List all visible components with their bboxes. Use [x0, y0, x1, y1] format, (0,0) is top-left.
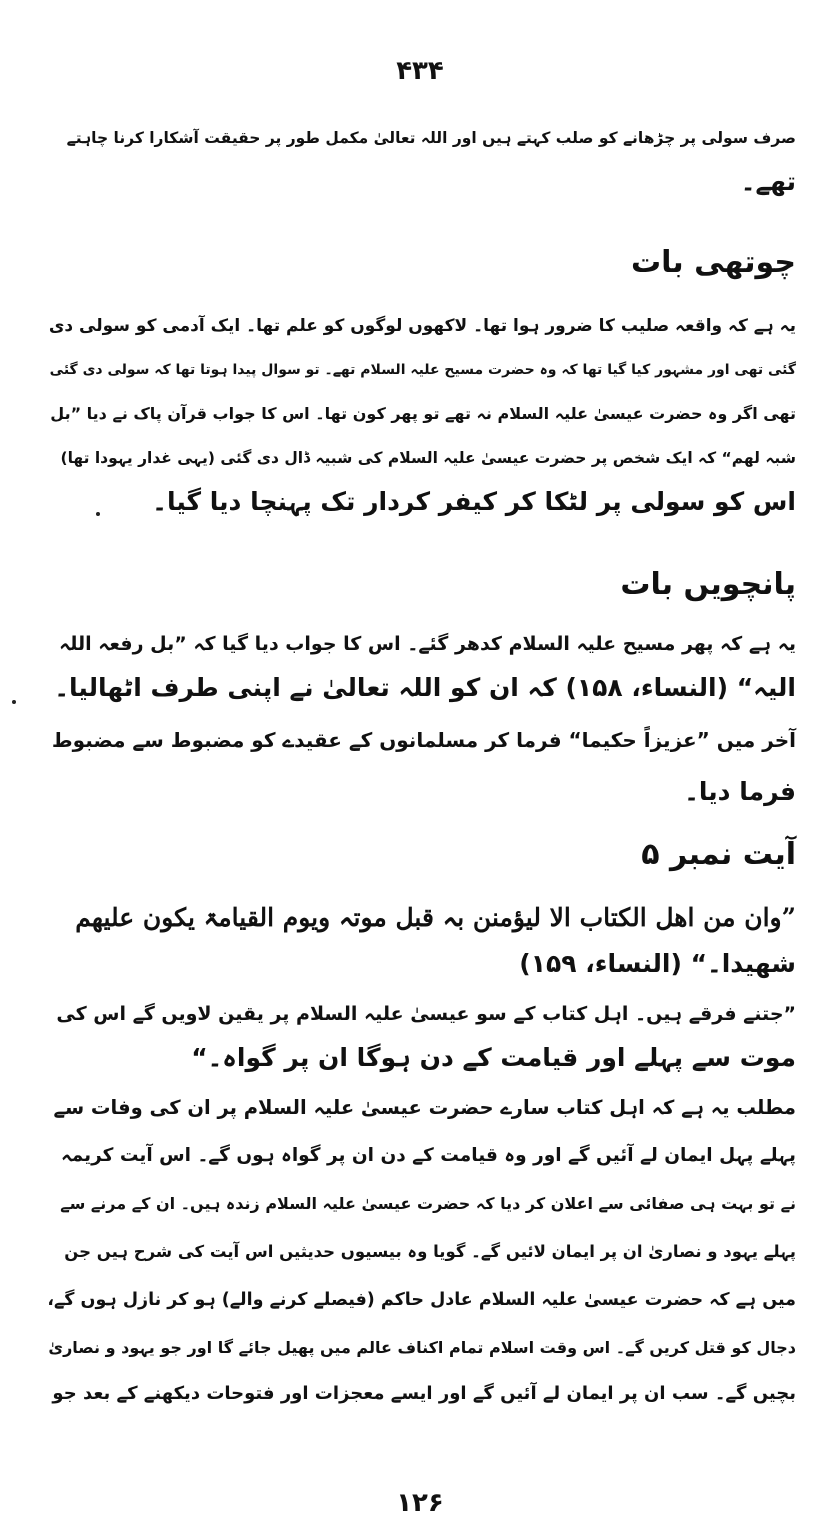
section4-line-3: تھی اگر وہ حضرت عیسیٰ علیہ السلام نہ تھے تو پھر کون تھا۔ اس کا جواب قرآن پاک نے دیا ”بل [50, 404, 796, 423]
ayat5-explanation-line-1: مطلب یہ ہے کہ اہل کتاب سارے حضرت عیسیٰ علیہ السلام پر ان کی وفات سے [53, 1096, 796, 1119]
section5-heading: پانچویں بات [620, 567, 796, 602]
ayat5-translation-line-2: موت سے پہلے اور قیامت کے دن ہوگا ان پر گواہ۔“ [191, 1043, 796, 1072]
ayat5-arabic-line-2: شھیدا۔“ (النساء، ۱۵۹) [519, 949, 796, 978]
section5-line-4: فرما دیا۔ [684, 777, 796, 806]
page-number-top: ۴۳۴ [396, 56, 444, 86]
ayat5-explanation-line-3: نے تو بہت ہی صفائی سے اعلان کر دیا کہ حضرت عیسیٰ علیہ السلام زندہ ہیں۔ ان کے مرنے سے [60, 1194, 796, 1213]
section4-line-1: یہ ہے کہ واقعہ صلیب کا ضرور ہوا تھا۔ لاکھوں لوگوں کو علم تھا۔ ایک آدمی کو سولی دی [48, 316, 796, 336]
page-number-bottom: ۱۲۶ [396, 1488, 444, 1518]
section4-heading: چوتھی بات [631, 245, 796, 280]
ayat5-explanation-line-4: پہلے یہود و نصاریٰ ان پر ایمان لائیں گے۔ گویا وہ بیسیوں حدیثیں اس آیت کی شرح ہیں جن [64, 1242, 796, 1261]
ayat5-translation-line-1: ”جتنے فرقے ہیں۔ اہل کتاب کے سو عیسیٰ علیہ السلام پر یقین لاویں گے اس کی [56, 1003, 796, 1025]
section5-line-2: الیہ“ (النساء، ۱۵۸) کہ ان کو اللہ تعالیٰ نے اپنی طرف اٹھالیا۔ [54, 673, 796, 702]
ayat5-explanation-line-5: میں ہے کہ حضرت عیسیٰ علیہ السلام عادل حاکم (فیصلے کرنے والے) ہو کر نازل ہوں گے، [47, 1290, 796, 1310]
page-body [44, 118, 796, 1478]
section4-line-5: اس کو سولی پر لٹکا کر کیفر کردار تک پہنچا دیا گیا۔ [152, 487, 796, 516]
intro-line-2: تھے۔ [740, 167, 796, 196]
section4-line-4: شبہ لھم“ کہ ایک شخص پر حضرت عیسیٰ علیہ السلام کی شبیہ ڈال دی گئی (یہی غدار یہودا تھا) [60, 449, 796, 467]
ayat5-explanation-line-6: دجال کو قتل کریں گے۔ اس وقت اسلام تمام اکناف عالم میں پھیل جائے گا اور جو یہود و نصاریٰ [48, 1338, 796, 1357]
intro-line-1: صرف سولی پر چڑھانے کو صلب کہتے ہیں اور اللہ تعالیٰ مکمل طور پر حقیقت آشکارا کرنا چاہتے [66, 129, 796, 147]
ayat5-heading: آیت نمبر ۵ [641, 837, 796, 872]
ayat5-explanation-line-7: بچیں گے۔ سب ان پر ایمان لے آئیں گے اور ایسے معجزات اور فتوحات دیکھنے کے بعد جو [52, 1383, 796, 1404]
ayat5-explanation-line-2: پہلے پہل ایمان لے آئیں گے اور وہ قیامت کے دن ان پر گواہ ہوں گے۔ اس آیت کریمہ [60, 1145, 796, 1166]
section5-line-1: یہ ہے کہ پھر مسیح علیہ السلام کدھر گئے۔ اس کا جواب دیا گیا کہ ”بل رفعہ اللہ [59, 633, 796, 655]
section4-line-2: گئی تھی اور مشہور کیا گیا تھا کہ وہ حضرت مسیح علیہ السلام تھے۔ تو سوال پیدا ہوتا تھا کہ سولی دی گئی [49, 362, 796, 378]
ayat5-arabic-line-1: ”وان من اھل الکتاب الا لیؤمنن بہ قبل موتہ ویوم القیامۃ یکون علیھم [75, 903, 796, 932]
section5-line-3: آخر میں ”عزیزاً حکیما“ فرما کر مسلمانوں کے عقیدے کو مضبوط سے مضبوط [51, 728, 796, 752]
scan-speck [12, 700, 16, 704]
scan-speck [96, 512, 100, 516]
